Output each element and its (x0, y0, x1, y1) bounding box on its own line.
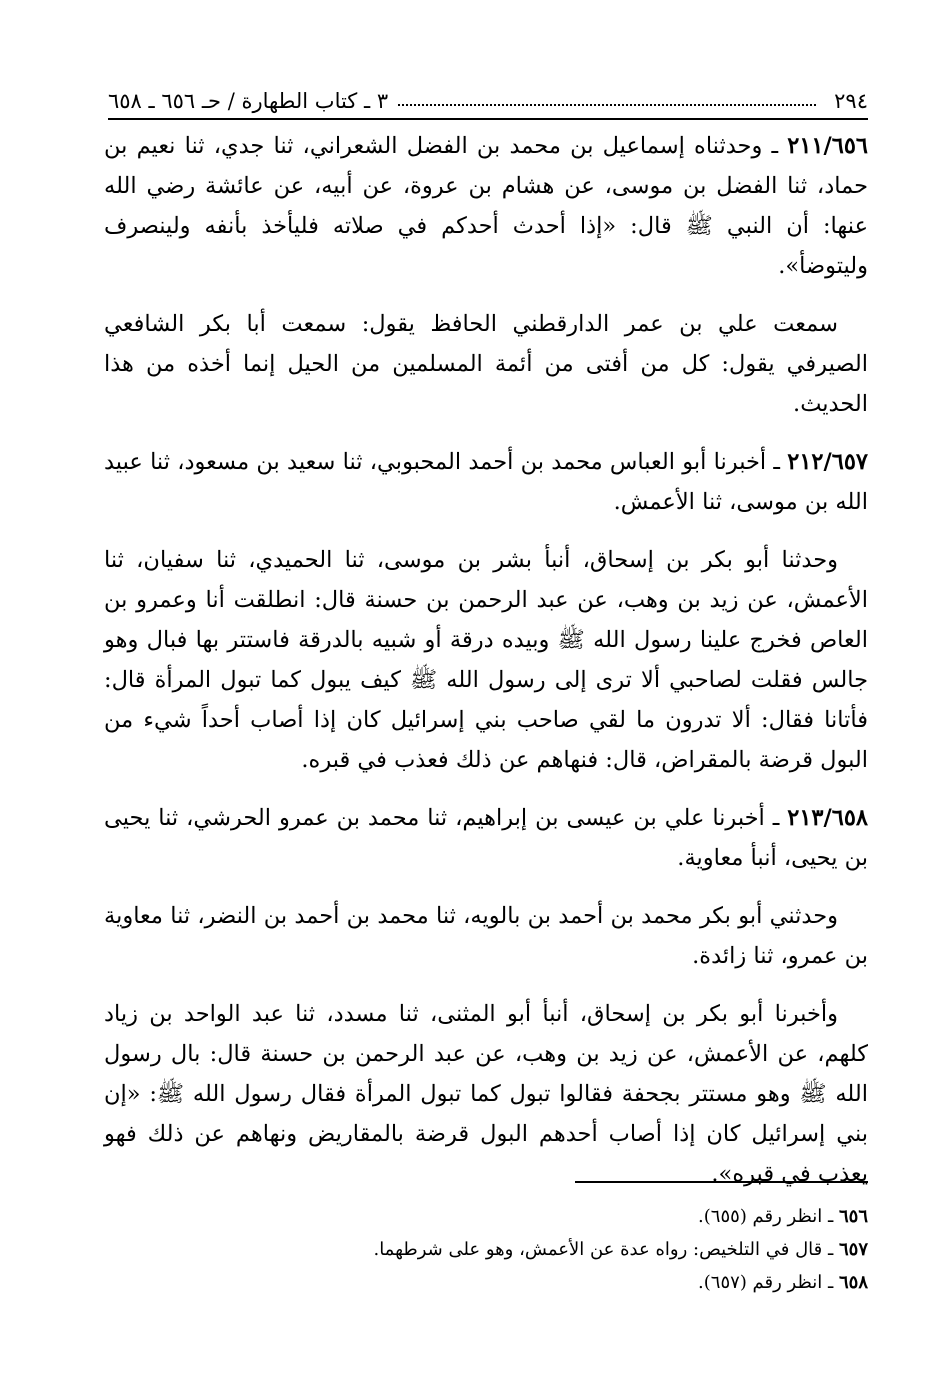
footnote-text: ـ قال في التلخيص: رواه عدة عن الأعمش، وهو على شرطهما. (373, 1239, 839, 1260)
main-text (104, 126, 868, 1212)
paragraph-text: ـ أخبرنا علي بن عيسى بن إبراهيم، ثنا محمد بن عمرو الحرشي، ثنا يحيى بن يحيى، أنبأ معاوية. (104, 805, 868, 871)
footnote (104, 1200, 868, 1233)
paragraph-text: ـ وحدثناه إسماعيل بن محمد بن الفضل الشعراني، ثنا جدي، ثنا نعيم بن حماد، ثنا الفضل بن موسى، عن هشام بن عروة، عن أبيه، عن عائشة رضي الله عنها: أن النبي ﷺ قال: «إذا أحدث أحدكم في صلاته فليأخذ بأنفه ولينصرف وليتوضأ». (104, 133, 868, 279)
running-header (108, 84, 868, 120)
paragraph-text: وأخبرنا أبو بكر بن إسحاق، أنبأ أبو المثنى، ثنا مسدد، ثنا عبد الواحد بن زياد كلهم، عن الأعمش، عن زيد بن وهب، عن عبد الرحمن بن حسنة قال: بال رسول الله ﷺ وهو مستتر بجحفة فقالوا تبول كما تبول المرأة فقال رسول الله ﷺ: «إن بني إسرائيل كان إذا أصاب أحدهم البول قرضة بالمقاريض ونهاهم عن ذلك فهو يعذب في قبره». (104, 1001, 868, 1187)
chain-paragraph (104, 540, 868, 780)
footnote-number: ٦٥٨ (838, 1272, 868, 1293)
paragraph-text: وحدثني أبو بكر محمد بن أحمد بن بالويه، ثنا محمد بن أحمد بن النضر، ثنا معاوية بن عمرو، ثنا زائدة. (104, 903, 868, 969)
header-dot-leader (398, 96, 816, 106)
paragraph-text: سمعت علي بن عمر الدارقطني الحافظ يقول: سمعت أبا بكر الشافعي الصيرفي يقول: كل من أفتى من أئمة المسلمين من الحيل إنما أخذه من هذا الحديث. (104, 311, 868, 417)
footnote-number: ٦٥٧ (838, 1239, 868, 1260)
footnotes (104, 1200, 868, 1299)
footnote (104, 1266, 868, 1299)
hadith-paragraph (104, 798, 868, 878)
page-number: ٢٩٤ (834, 89, 868, 113)
hadith-number: ٢١٢/٦٥٧ (787, 449, 868, 475)
paragraph-text: ـ أخبرنا أبو العباس محمد بن أحمد المحبوبي، ثنا سعيد بن مسعود، ثنا عبيد الله بن موسى، ثنا الأعمش. (104, 449, 868, 515)
hadith-paragraph (104, 126, 868, 286)
chain-paragraph (104, 994, 868, 1194)
chain-paragraph (104, 896, 868, 976)
footnote-text: ـ انظر رقم (٦٥٥). (698, 1206, 839, 1227)
footnote-text: ـ انظر رقم (٦٥٧). (698, 1272, 839, 1293)
hadith-paragraph (104, 442, 868, 522)
hadith-number: ٢١١/٦٥٦ (787, 133, 868, 159)
paragraph-text: وحدثنا أبو بكر بن إسحاق، أنبأ بشر بن موسى، ثنا الحميدي، ثنا سفيان، ثنا الأعمش، عن زيد بن وهب، عن عبد الرحمن بن حسنة قال: انطلقت أنا وعمرو بن العاص فخرج علينا رسول الله ﷺ وبيده درقة أو شبيه بالدرقة فاستتر بها فبال وهو جالس فقلت لصاحبي ألا ترى إلى رسول الله ﷺ كيف يبول كما تبول المرأة قال: فأتانا فقال: ألا تدرون ما لقي صاحب بني إسرائيل كان إذا أصاب أحداً شيء من البول قرضة بالمقراض، قال: فنهاهم عن ذلك فعذب في قبره. (104, 547, 868, 773)
commentary-paragraph (104, 304, 868, 424)
footnote-number: ٦٥٦ (838, 1206, 868, 1227)
hadith-number: ٢١٣/٦٥٨ (787, 805, 868, 831)
running-title: ٣ ـ كتاب الطهارة / حـ ٦٥٦ ـ ٦٥٨ (108, 89, 389, 113)
footnote-separator (575, 1181, 868, 1183)
footnote (104, 1233, 868, 1266)
